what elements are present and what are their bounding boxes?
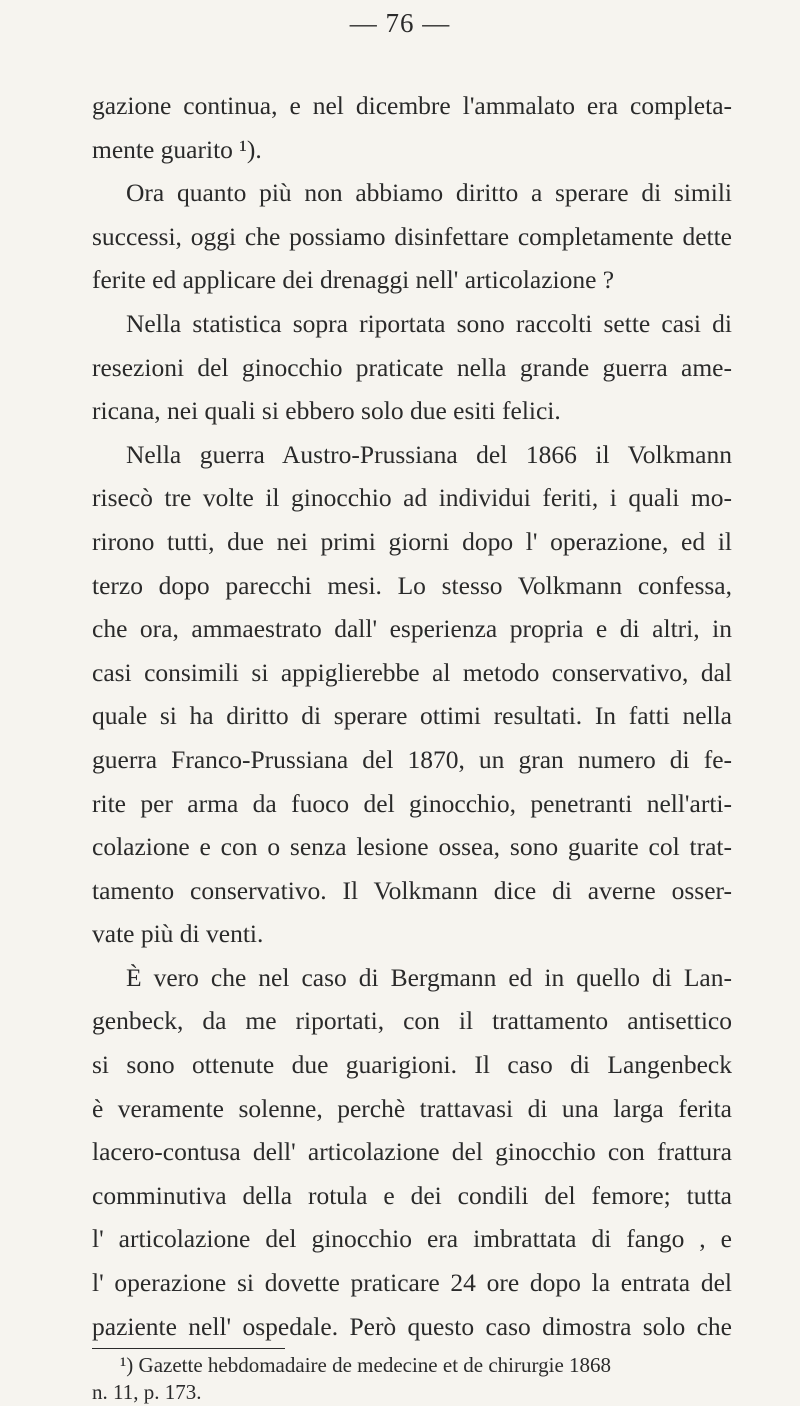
footnote-line: n. 11, p. 173. [92,1380,202,1404]
text-line: genbeck, da me riportati, con il trattamento antisettico [92,1006,732,1036]
text-line: resezioni del ginocchio praticate nella grande guerra ame- [92,352,732,382]
body-text [92,84,732,1348]
text-line: l' articolazione del ginocchio era imbrattata di fango , e [92,1224,732,1254]
text-line: vate più di venti. [92,919,264,949]
text-line: colazione e con o senza lesione ossea, sono guarite col trat- [92,832,732,862]
text-line: è veramente solenne, perchè trattavasi di una larga ferita [92,1093,732,1123]
text-line: ricana, nei quali si ebbero solo due esiti felici. [92,396,561,426]
text-line: Ora quanto più non abbiamo diritto a sperare di simili [126,178,732,208]
text-line: terzo dopo parecchi mesi. Lo stesso Volkmann confessa, [92,570,732,600]
text-line: È vero che nel caso di Bergmann ed in quello di Lan- [126,962,732,992]
text-line: Nella guerra Austro-Prussiana del 1866 il Volkmann [126,439,732,469]
text-line: mente guarito ¹). [92,134,262,164]
text-line: tamento conservativo. Il Volkmann dice di averne osser- [92,875,732,905]
text-line: rite per arma da fuoco del ginocchio, penetranti nell'arti- [92,788,732,818]
text-line: successi, oggi che possiamo disinfettare completamente dette [92,221,732,251]
text-line: quale si ha diritto di sperare ottimi resultati. In fatti nella [92,701,732,731]
footnote-divider [92,1348,285,1349]
text-line: casi consimili si appiglierebbe al metodo conservativo, dal [92,657,732,687]
text-line: gazione continua, e nel dicembre l'ammalato era completa- [92,91,732,120]
text-line: guerra Franco-Prussiana del 1870, un gran numero di fe- [92,744,732,774]
text-line: comminutiva della rotula e dei condili del femore; tutta [92,1180,732,1210]
text-line: che ora, ammaestrato dall' esperienza propria e di altri, in [92,614,732,644]
text-line: ferite ed applicare dei drenaggi nell' articolazione ? [92,265,615,295]
text-line: risecò tre volte il ginocchio ad individui feriti, i quali mo- [92,483,732,513]
footnote [92,1352,732,1406]
text-line: rirono tutti, due nei primi giorni dopo l' operazione, ed il [92,526,732,556]
footnote-line: ¹) Gazette hebdomadaire de medecine et de chirurgie 1868 [120,1353,612,1377]
page-number: — 76 — [349,8,451,38]
text-line: l' operazione si dovette praticare 24 ore dopo la entrata del [92,1268,732,1298]
text-line: lacero-contusa dell' articolazione del ginocchio con frattura [92,1137,732,1167]
text-line: paziente nell' ospedale. Però questo caso dimostra solo che [92,1311,732,1341]
text-line: si sono ottenute due guarigioni. Il caso di Langenbeck [92,1050,732,1080]
text-line: Nella statistica sopra riportata sono raccolti sette casi di [126,308,732,338]
